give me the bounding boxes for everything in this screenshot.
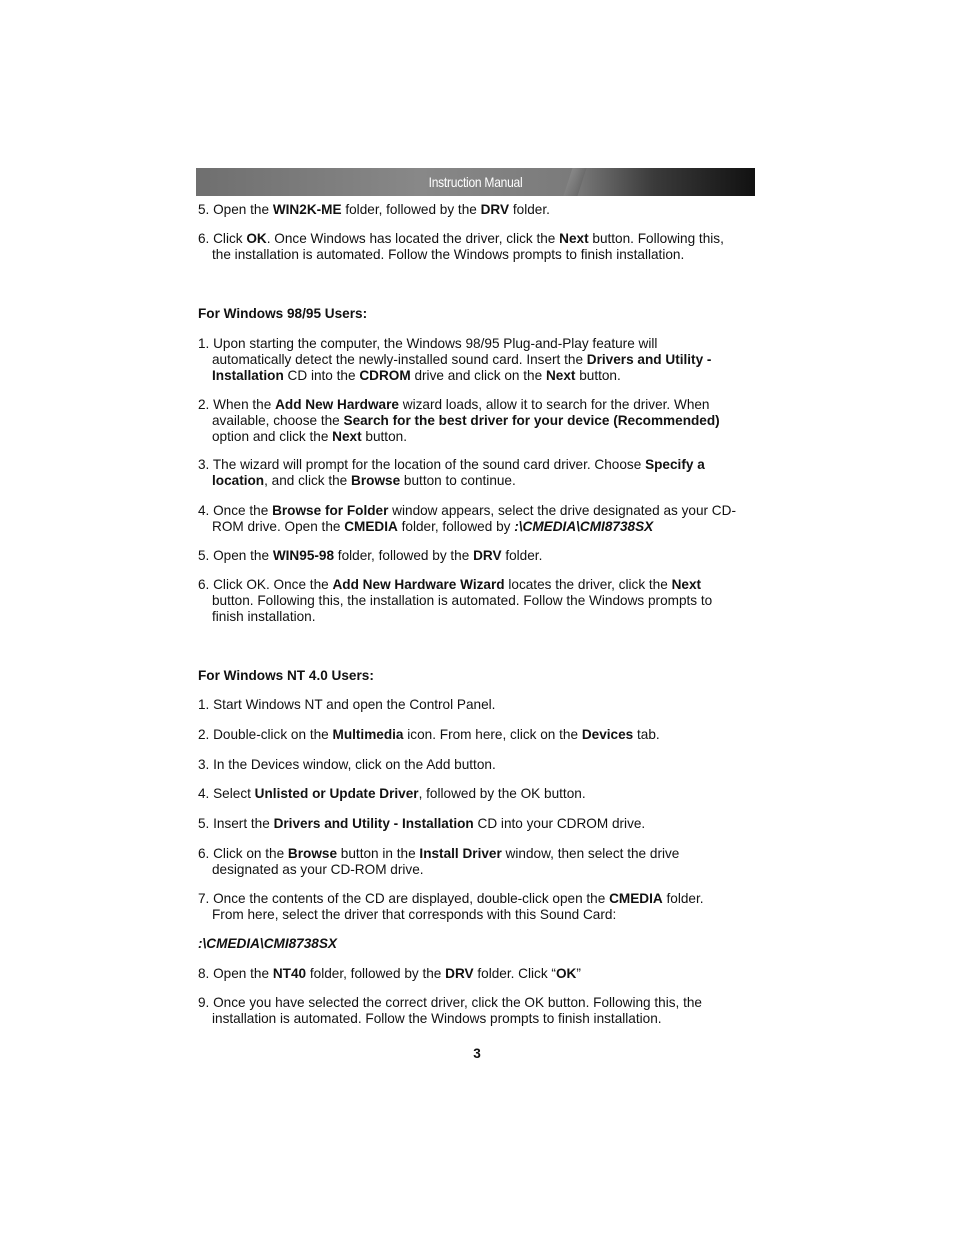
text-run: button. Following this,	[588, 231, 724, 246]
bold-term: Drivers and Utility -	[586, 351, 712, 367]
text-line	[198, 697, 760, 713]
text-line	[198, 846, 760, 862]
step-2-nt	[198, 727, 760, 743]
text-run: wizard loads, allow it to search for the driver. When	[398, 397, 710, 412]
text-line	[198, 336, 760, 352]
text-run: 4. Once the	[198, 503, 273, 518]
step-5-win2k	[198, 202, 760, 218]
text-run: option and click the	[212, 428, 333, 444]
step-1-win98	[198, 336, 760, 383]
step-4-win98	[198, 503, 760, 535]
text-line	[198, 786, 760, 802]
text-run: 9. Once you have selected the correct driver, click the OK button. Following this, the	[198, 995, 702, 1010]
bold-term: :\CMEDIA\CMI8738SX	[514, 518, 654, 534]
bold-term: Next	[332, 428, 362, 444]
text-run: icon. From here, click on the	[403, 727, 582, 742]
text-run: , followed by the OK button.	[418, 786, 586, 801]
text-line	[198, 397, 760, 413]
text-run: folder.	[509, 202, 550, 217]
text-line	[198, 862, 760, 878]
bold-term: Specify a	[645, 457, 705, 472]
bold-term: DRV	[445, 966, 474, 981]
step-3-win98	[198, 457, 760, 489]
bold-term: Add New Hardware	[275, 397, 399, 412]
header-title: Instruction Manual	[428, 174, 523, 190]
bold-term: CMEDIA	[609, 891, 663, 906]
text-run: folder, followed by the	[306, 966, 446, 981]
text-line	[198, 202, 760, 218]
text-line	[198, 548, 760, 564]
text-line	[198, 609, 760, 625]
text-run: installation is automated. Follow the Windows prompts to finish installation.	[212, 1010, 662, 1026]
text-line	[198, 352, 760, 368]
text-line	[198, 473, 760, 489]
bold-term: Browse	[351, 472, 401, 488]
text-line	[198, 519, 760, 535]
step-5-nt	[198, 816, 760, 832]
text-run: the installation is automated. Follow the Windows prompts to finish installation.	[212, 246, 685, 262]
text-run: CD into your CDROM drive.	[473, 816, 646, 831]
text-line	[198, 368, 760, 384]
text-run: From here, select the driver that corresponds with this Sound Card:	[212, 906, 617, 922]
bold-term: OK	[555, 966, 577, 981]
driver-path: :\CMEDIA\CMI8738SX	[198, 936, 337, 951]
text-run: tab.	[633, 727, 660, 742]
text-run: 2. Double-click on the	[198, 727, 333, 742]
text-run: locates the driver, click the	[504, 577, 672, 592]
text-run: 1. Start Windows NT and open the Control Panel.	[198, 697, 496, 712]
bold-term: Devices	[581, 727, 634, 742]
text-run: 6. Click on the	[198, 846, 288, 861]
text-run: designated as your CD-ROM drive.	[212, 861, 424, 877]
text-run: automatically detect the newly-installed sound card. Insert the	[212, 351, 587, 367]
text-run: button in the	[337, 846, 420, 861]
step-8-nt	[198, 966, 760, 982]
text-line	[198, 907, 760, 923]
step-5-win98	[198, 548, 760, 564]
text-line	[198, 593, 760, 609]
text-run: 4. Select	[198, 786, 255, 801]
text-line	[198, 757, 760, 773]
bold-term: CMEDIA	[344, 518, 398, 534]
bold-term: WIN2K-ME	[272, 202, 342, 217]
bold-term: Search for the best driver for your device (Recommended)	[343, 412, 720, 428]
step-2-win98	[198, 397, 760, 444]
step-9-nt	[198, 995, 760, 1027]
text-run: button.	[361, 428, 407, 444]
text-run: folder.	[662, 891, 704, 906]
text-run: 2. When the	[198, 397, 276, 412]
bold-term: DRV	[480, 202, 510, 217]
heading-windows-98-95: For Windows 98/95 Users:	[198, 306, 368, 321]
text-run: folder. Click “	[473, 966, 556, 981]
bold-term: Install Driver	[419, 846, 502, 861]
text-line	[198, 413, 760, 429]
bold-term: NT40	[272, 966, 307, 981]
text-run: folder, followed by the	[341, 202, 481, 217]
text-run: , and click the	[264, 472, 352, 488]
bold-term: WIN95-98	[272, 548, 335, 563]
text-run: window appears, select the drive designated as your CD-	[388, 503, 736, 518]
bold-term: Browse	[287, 846, 338, 861]
text-line	[198, 429, 760, 445]
text-line	[198, 891, 760, 907]
text-line	[198, 816, 760, 832]
bold-term: Browse for Folder	[272, 503, 389, 518]
bold-term: location	[212, 472, 265, 488]
text-run: 6. Click OK. Once the	[198, 577, 333, 592]
bold-term: OK	[246, 231, 267, 246]
text-run: button.	[575, 367, 621, 383]
step-3-nt	[198, 757, 760, 773]
page-number: 3	[473, 1046, 481, 1061]
text-run: 5. Insert the	[198, 816, 274, 831]
text-run: 5. Open the	[198, 548, 273, 563]
text-run: window, then select the drive	[501, 846, 680, 861]
step-6-win2k	[198, 231, 760, 263]
text-line	[198, 995, 760, 1011]
text-run: 7. Once the contents of the CD are displayed, double-click open the	[198, 891, 610, 906]
text-line	[198, 1011, 760, 1027]
text-run: folder.	[501, 548, 543, 563]
header-bar	[196, 168, 755, 196]
bold-term: Installation	[212, 367, 284, 383]
text-run: button to continue.	[400, 472, 516, 488]
bold-term: DRV	[473, 548, 502, 563]
step-6-nt	[198, 846, 760, 878]
text-run: 8. Open the	[198, 966, 273, 981]
text-run: 5. Open the	[198, 202, 273, 217]
bold-term: CDROM	[359, 367, 411, 383]
text-run: button. Following this, the installation is automated. Follow the Windows prompts to	[212, 592, 713, 608]
bold-term: Unlisted or Update Driver	[254, 786, 419, 801]
bold-term: Multimedia	[332, 727, 404, 742]
step-7-nt	[198, 891, 760, 923]
bold-term: Drivers and Utility - Installation	[273, 816, 474, 831]
text-line	[198, 247, 760, 263]
text-line	[198, 966, 760, 982]
bold-term: Next	[545, 367, 576, 383]
text-line	[198, 503, 760, 519]
text-run: 1. Upon starting the computer, the Windows 98/95 Plug-and-Play feature will	[198, 336, 658, 351]
text-run: finish installation.	[212, 608, 316, 624]
text-run: available, choose the	[212, 412, 344, 428]
bold-term: Add New Hardware Wizard	[332, 577, 505, 592]
step-1-nt	[198, 697, 760, 713]
text-run: . Once Windows has located the driver, click the	[266, 231, 560, 246]
step-6-win98	[198, 577, 760, 624]
text-run: 3. The wizard will prompt for the location of the sound card driver. Choose	[198, 457, 646, 472]
heading-windows-nt: For Windows NT 4.0 Users:	[198, 668, 374, 683]
text-run: ”	[576, 966, 581, 981]
text-run: folder, followed by	[397, 518, 515, 534]
text-run: folder, followed by the	[334, 548, 474, 563]
text-line	[198, 727, 760, 743]
text-run: 6. Click	[198, 231, 247, 246]
text-line	[198, 231, 760, 247]
text-run: CD into the	[283, 367, 360, 383]
step-4-nt	[198, 786, 760, 802]
bold-term: Next	[671, 577, 702, 592]
text-line	[198, 577, 760, 593]
text-run: ROM drive. Open the	[212, 518, 345, 534]
text-run: 3. In the Devices window, click on the Add button.	[198, 757, 496, 772]
text-run: drive and click on the	[410, 367, 546, 383]
text-line	[198, 457, 760, 473]
bold-term: Next	[559, 231, 589, 246]
